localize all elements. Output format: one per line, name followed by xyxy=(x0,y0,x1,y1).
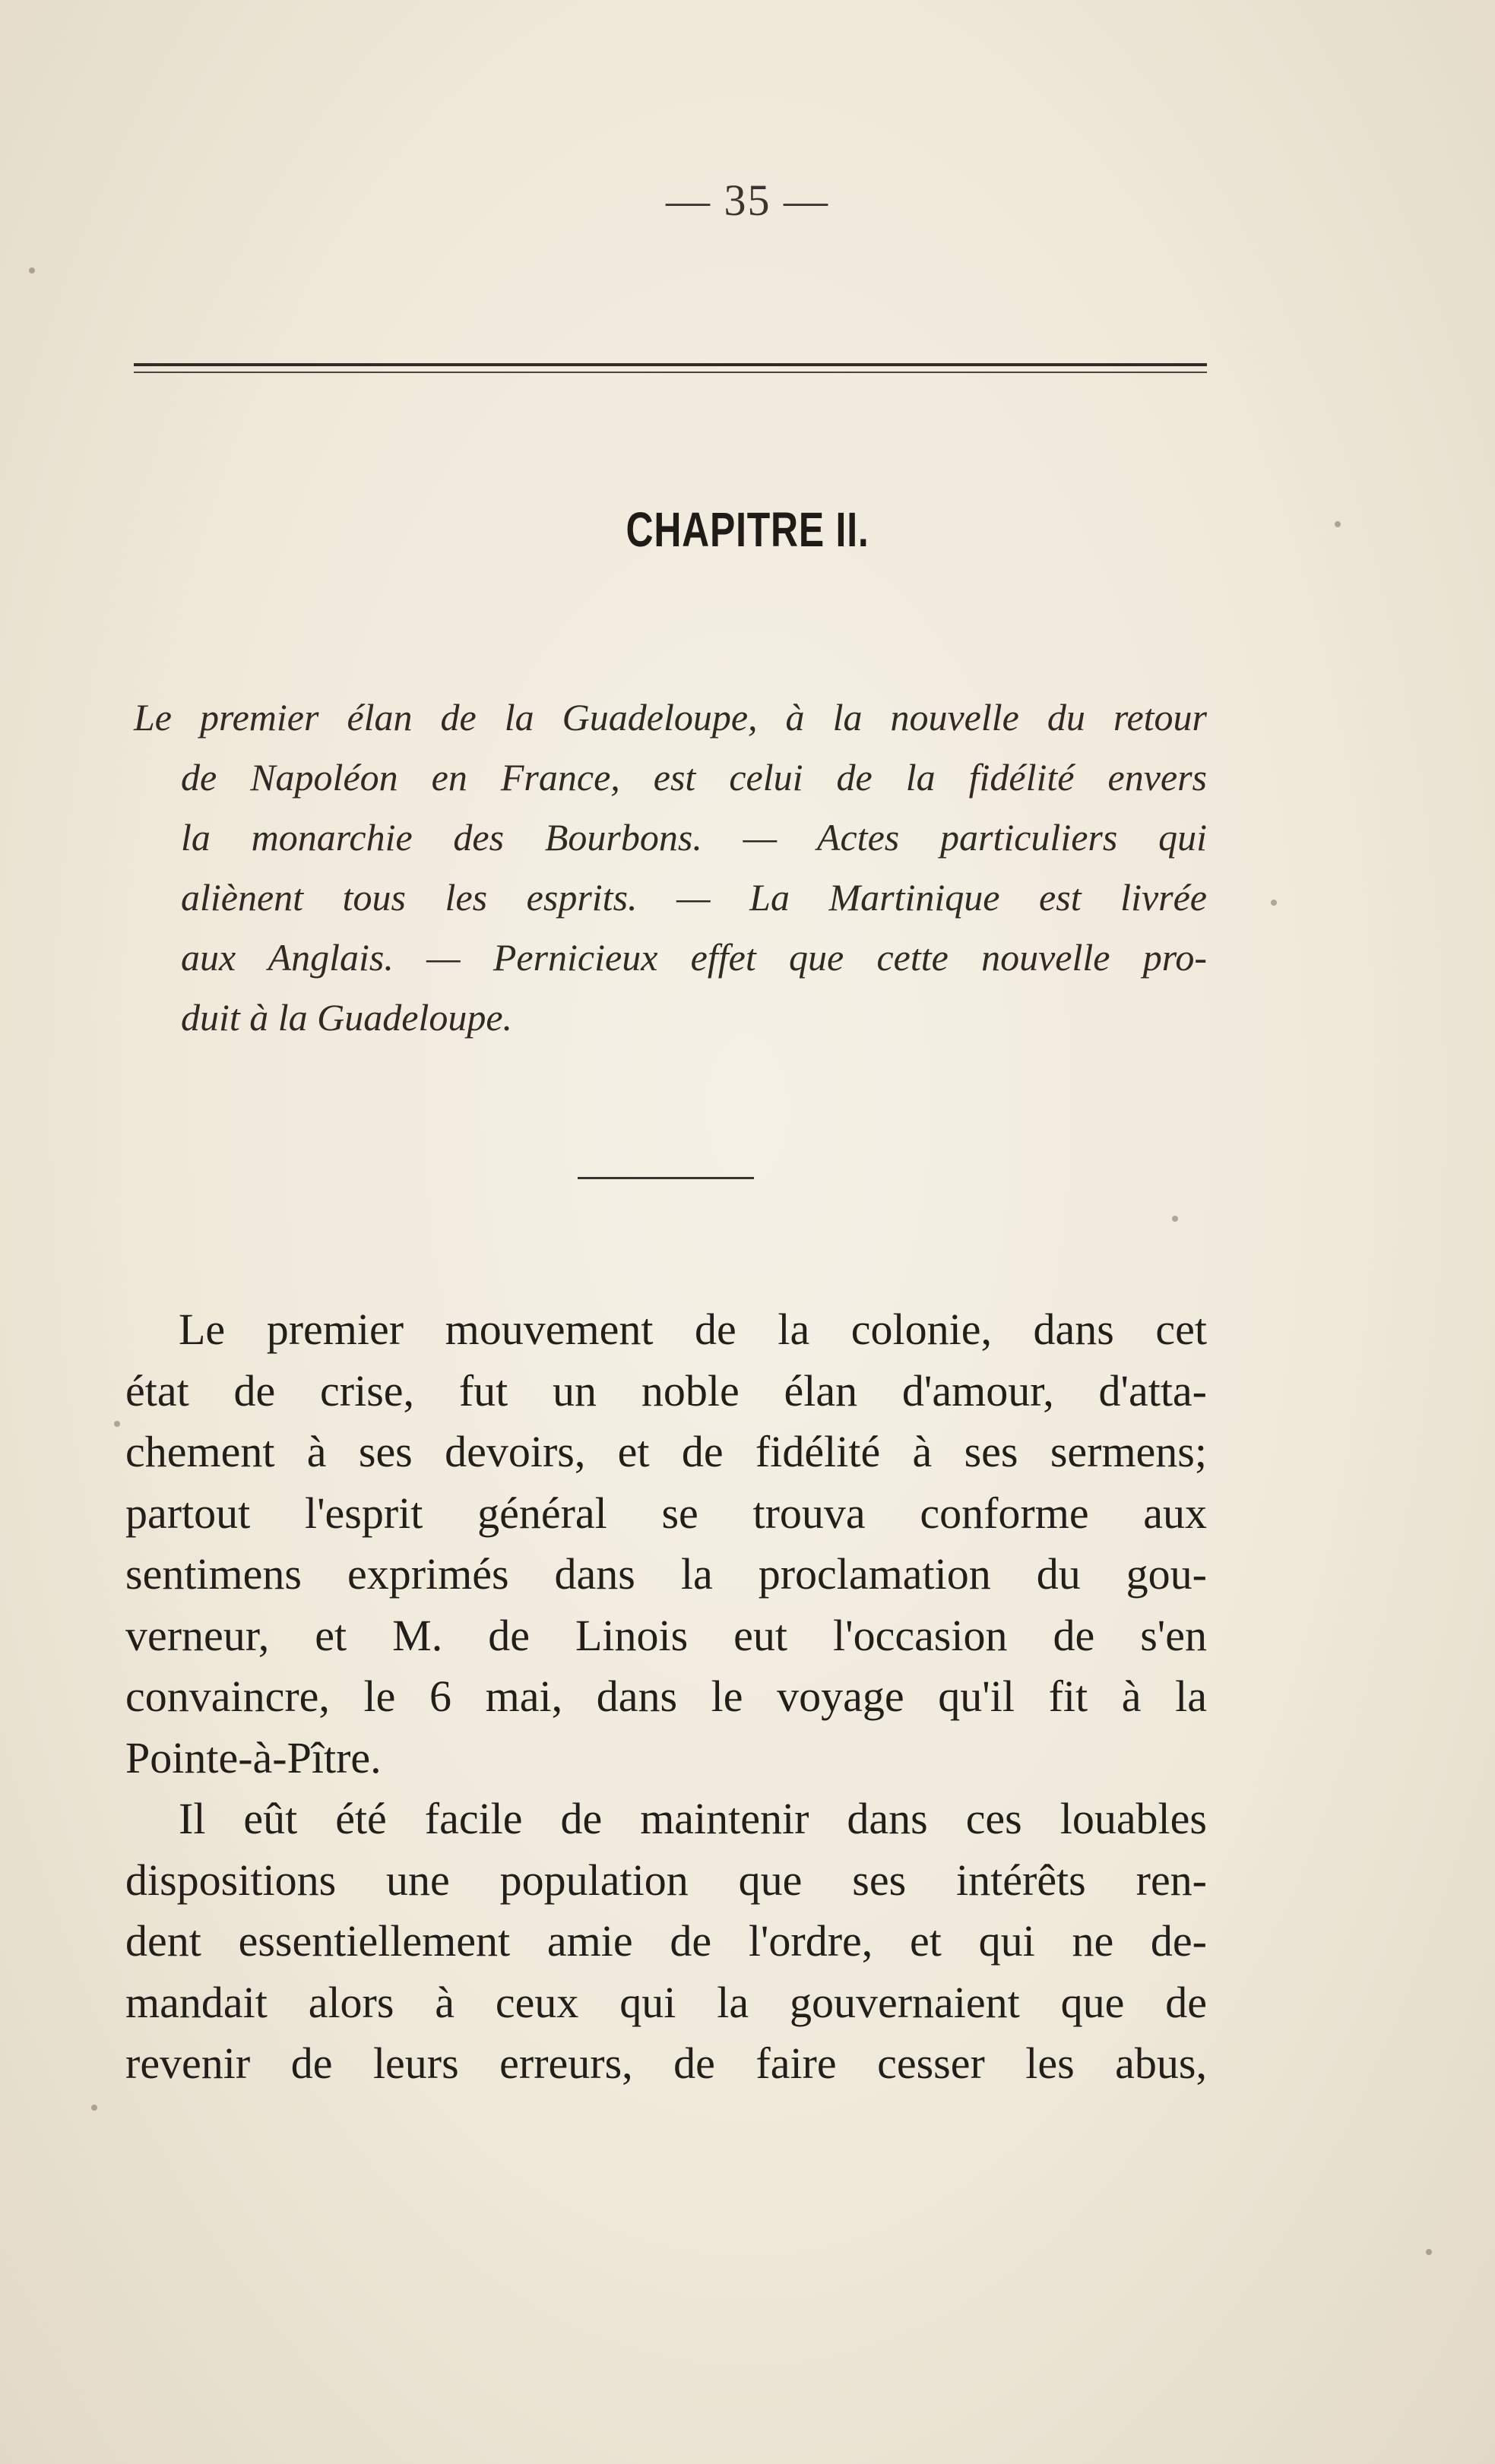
paper-speck xyxy=(29,267,35,274)
page-number: — 35 — xyxy=(666,176,829,225)
summary-line: aux Anglais. — Pernicieux effet que cette nouvelle pro- xyxy=(181,936,1207,979)
section-divider xyxy=(578,1177,754,1179)
summary-line: duit à la Guadeloupe. xyxy=(181,996,513,1039)
text-line: dispositions une population que ses intérêts ren- xyxy=(125,1855,1207,1905)
text-line: mandait alors à ceux qui la gouvernaient que de xyxy=(125,1977,1207,2027)
paper-speck xyxy=(1426,2249,1432,2255)
chapter-summary xyxy=(134,688,1207,1048)
text-line: dent essentiellement amie de l'ordre, et qui ne de- xyxy=(125,1916,1207,1966)
text-line: chement à ses devoirs, et de fidélité à ses sermens; xyxy=(125,1427,1207,1476)
text-line: sentimens exprimés dans la proclamation du gou- xyxy=(125,1549,1207,1599)
paper-speck xyxy=(1271,900,1277,906)
paragraph xyxy=(125,1789,1207,2095)
paper-speck xyxy=(114,1421,120,1427)
body-text xyxy=(125,1299,1207,2095)
text-line: revenir de leurs erreurs, de faire cesser les abus, xyxy=(125,2039,1207,2088)
summary-line: la monarchie des Bourbons. — Actes particuliers qui xyxy=(181,816,1207,859)
summary-line: aliènent tous les esprits. — La Martinique est livrée xyxy=(181,876,1207,919)
text-line: état de crise, fut un noble élan d'amour, d'atta- xyxy=(125,1365,1207,1415)
summary-line: de Napoléon en France, est celui de la fidélité envers xyxy=(181,756,1207,799)
text-line: partout l'esprit général se trouva conforme aux xyxy=(125,1488,1207,1538)
text-line: Pointe-à-Pître. xyxy=(125,1732,382,1782)
paper-speck xyxy=(1172,1216,1178,1222)
text-line: Il eût été facile de maintenir dans ces louables xyxy=(179,1794,1207,1843)
paragraph xyxy=(125,1299,1207,1789)
paper-speck xyxy=(91,2105,97,2111)
text-line: Le premier mouvement de la colonie, dans cet xyxy=(179,1305,1207,1354)
paper-speck xyxy=(1335,521,1341,527)
header-rule-thin xyxy=(134,372,1207,373)
chapter-heading: CHAPITRE II. xyxy=(626,502,869,557)
text-line: verneur, et M. de Linois eut l'occasion de s'en xyxy=(125,1610,1207,1660)
header-rule-thick xyxy=(134,363,1207,366)
summary-line: Le premier élan de la Guadeloupe, à la nouvelle du retour xyxy=(134,696,1207,739)
text-line: convaincre, le 6 mai, dans le voyage qu'il fit à la xyxy=(125,1672,1207,1721)
